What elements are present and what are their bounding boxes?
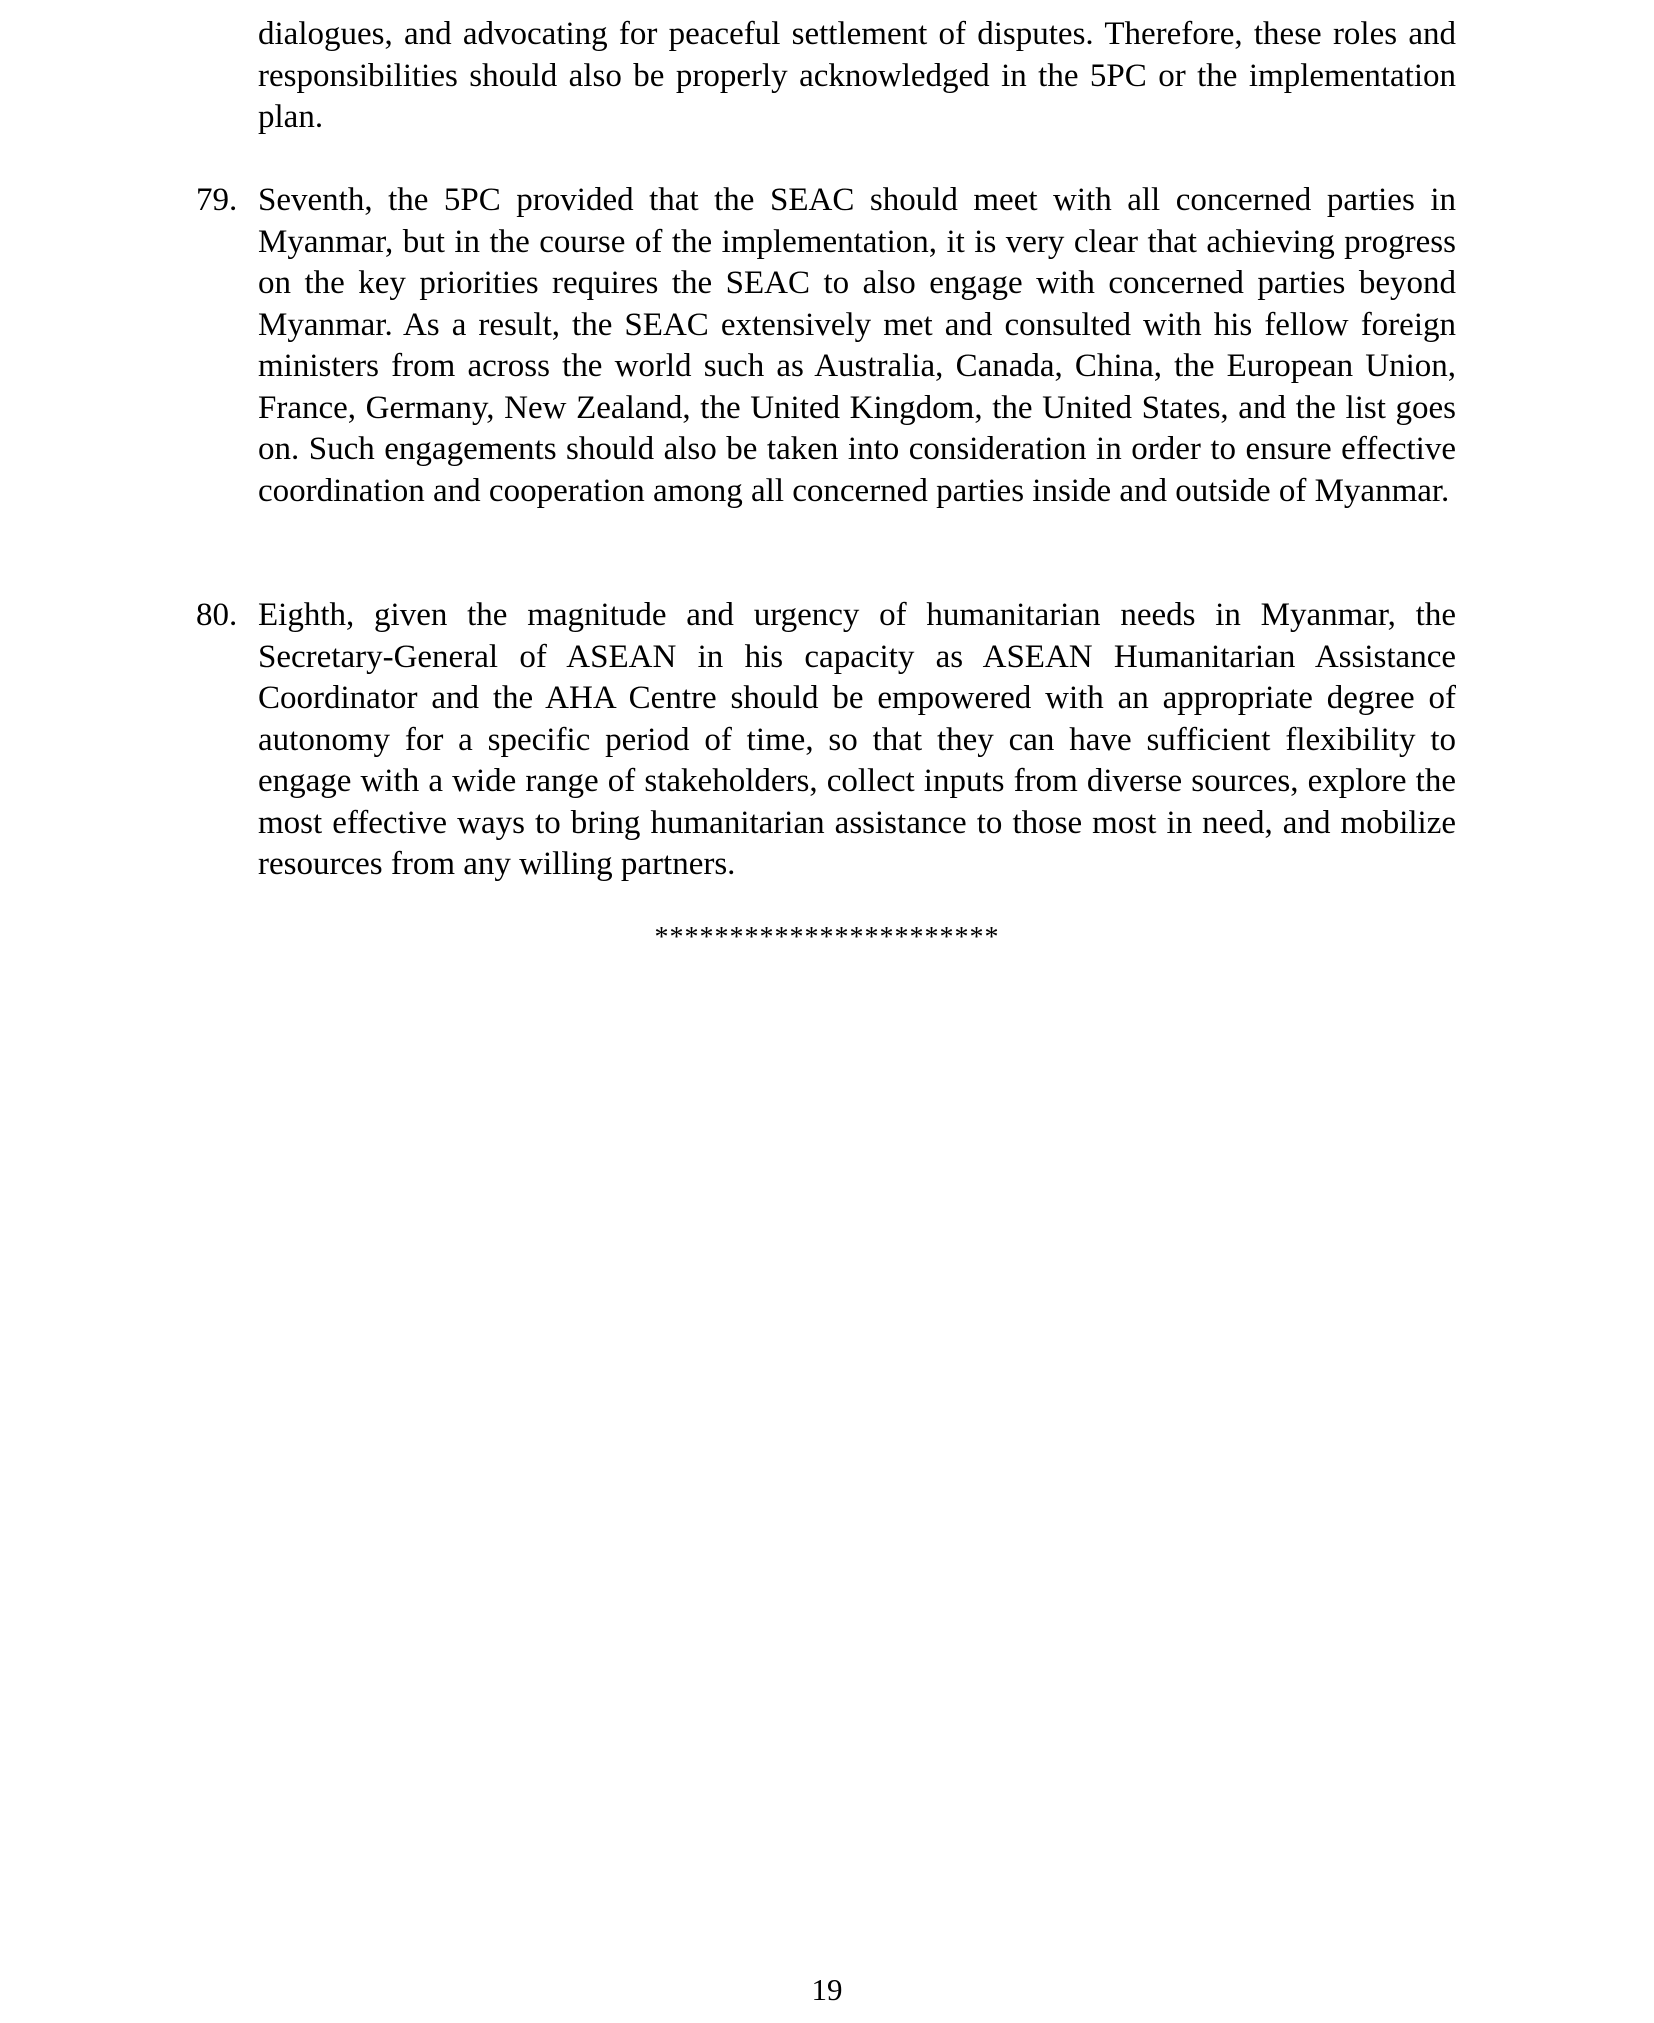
paragraph-number: 80. (196, 597, 238, 633)
paragraph-text: Seventh, the 5PC provided that the SEAC should meet with all concerned parties in Myanmar, but in the course of the implementation, it is very clear that achieving progress on the key priorities requires the SEAC to also engage with concerned parties beyond Myanmar. As a result, the SEAC extensively met and consulted with his fellow foreign ministers from across the world such as Australia, Canada, China, the European Union, France, Germany, New Zealand, the United Kingdom, the United States, and the list goes on. Such engagements should also be taken into consideration in order to ensure effective coordination and cooperation among all concerned parties inside and outside of Myanmar. (258, 182, 1456, 509)
paragraph-text: Eighth, given the magnitude and urgency of humanitarian needs in Myanmar, the Secretary-General of ASEAN in his capacity as ASEAN Humanitarian Assistance Coordinator and the AHA Centre should be empowered with an appropriate degree of autonomy for a specific period of time, so that they can have sufficient flexibility to engage with a wide range of stakeholders, collect inputs from diverse sources, explore the most effective ways to bring humanitarian assistance to those most in need, and mobilize resources from any willing partners. (258, 597, 1456, 882)
page-number: 19 (811, 1972, 843, 2007)
continuation-paragraph: dialogues, and advocating for peaceful settlement of disputes. Therefore, these roles and responsibilities should also be properly acknowledged in the 5PC or the implementation plan. (258, 16, 1456, 135)
paragraph-number: 79. (196, 182, 238, 218)
section-separator: *********************** (654, 922, 1000, 953)
